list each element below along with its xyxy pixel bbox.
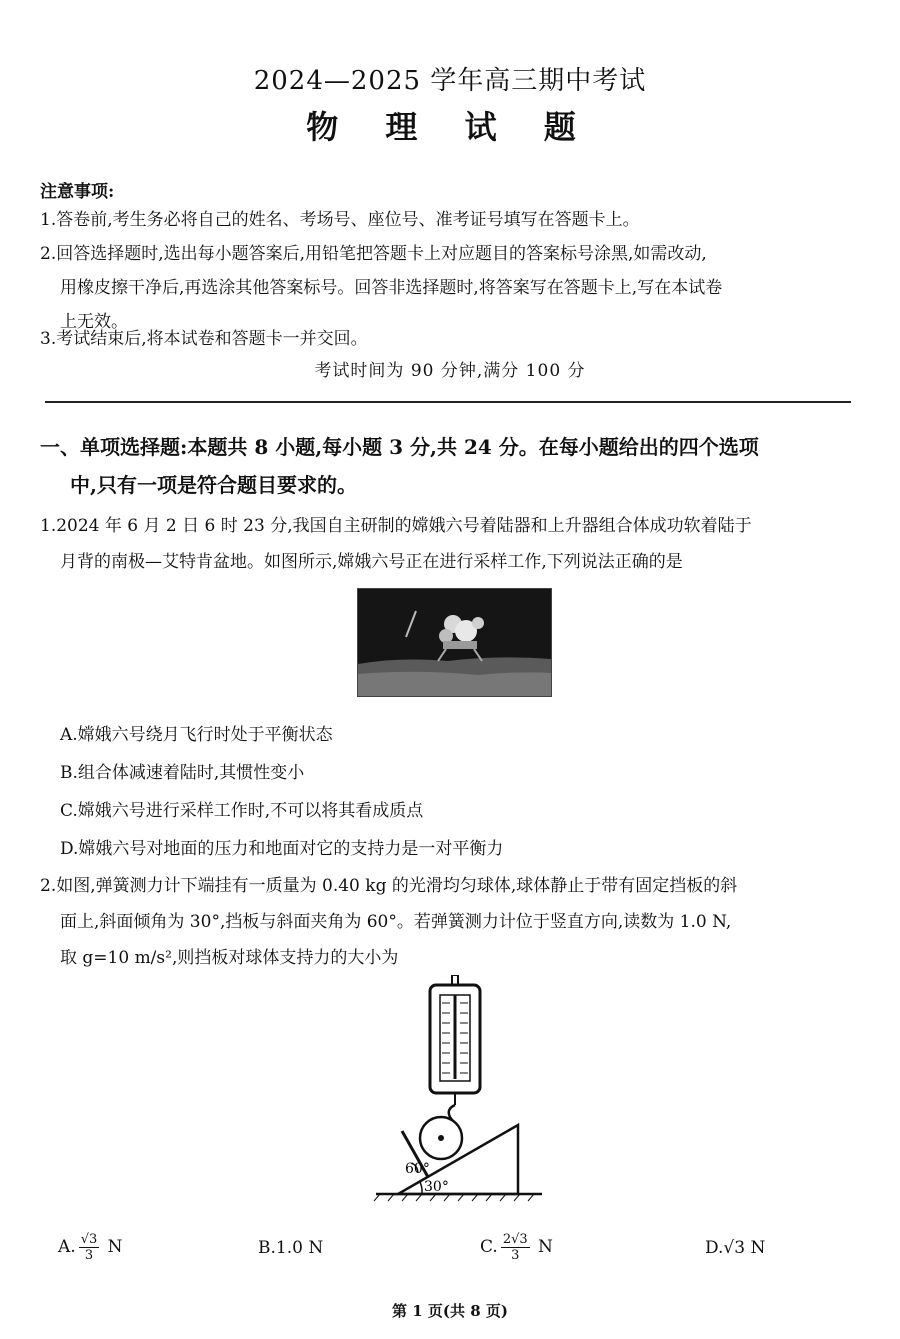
notice-heading: 注意事项: [40, 182, 115, 202]
question-2-option-d: D.√3 N [705, 1238, 766, 1258]
notice-item-3: 3.考试结束后,将本试卷和答题卡一并交回。 [40, 329, 368, 349]
exam-time: 考试时间为 90 分钟,满分 100 分 [314, 361, 586, 381]
question-1-line-2: 月背的南极—艾特肯盆地。如图所示,嫦娥六号正在进行采样工作,下列说法正确的是 [60, 552, 683, 572]
section-1-line-1: 一、单项选择题:本题共 8 小题,每小题 3 分,共 24 分。在每小题给出的四个选项 [40, 435, 759, 459]
question-2-options [0, 1232, 900, 1272]
question-2-diagram [360, 975, 550, 1205]
question-1-option-d: D.嫦娥六号对地面的压力和地面对它的支持力是一对平衡力 [60, 839, 504, 859]
question-1-option-b: B.组合体减速着陆时,其惯性变小 [60, 763, 305, 783]
subject-title: 物 理 试 题 [306, 108, 594, 146]
question-2-option-c [480, 1232, 553, 1263]
page-footer: 第 1 页(共 8 页) [392, 1302, 508, 1320]
option-a-prefix: A. [58, 1237, 76, 1257]
option-c-unit: N [538, 1237, 553, 1257]
question-1-option-c: C.嫦娥六号进行采样工作时,不可以将其看成质点 [60, 801, 424, 821]
notice-item-2-line-2: 用橡皮擦干净后,再选涂其他答案标号。回答非选择题时,将答案写在答题卡上,写在本试卷 [60, 278, 723, 298]
question-2-line-1: 2.如图,弹簧测力计下端挂有一质量为 0.40 kg 的光滑均匀球体,球体静止于带有固定挡板的斜 [40, 876, 738, 896]
option-a-fraction [79, 1232, 100, 1263]
option-c-fraction [501, 1232, 530, 1263]
notice-item-2-line-1: 2.回答选择题时,选出每小题答案后,用铅笔把答题卡上对应题目的答案标号涂黑,如需改动, [40, 244, 707, 264]
section-1-heading [40, 428, 860, 504]
section-divider [45, 401, 851, 403]
option-a-numerator: √3 [80, 1232, 98, 1247]
option-a-denominator: 3 [84, 1248, 94, 1263]
question-2-line-2: 面上,斜面倾角为 30°,挡板与斜面夹角为 60°。若弹簧测力计位于竖直方向,读数为 1.0 N, [60, 912, 732, 932]
notice-item-2-line-3: 上无效。 [60, 312, 128, 332]
option-c-denominator: 3 [511, 1248, 520, 1263]
angle-30-label: 30° [424, 1179, 449, 1195]
question-2-option-a [58, 1232, 123, 1263]
exam-title: 2024—2025 学年高三期中考试 [253, 66, 647, 96]
question-1-option-a: A.嫦娥六号绕月飞行时处于平衡状态 [60, 725, 333, 745]
question-1-photo [357, 588, 552, 697]
question-2-stem [40, 868, 860, 976]
section-1-line-2: 中,只有一项是符合题目要求的。 [70, 473, 357, 497]
option-c-numerator: 2√3 [502, 1232, 528, 1247]
question-2-line-3: 取 g=10 m/s²,则挡板对球体支持力的大小为 [60, 948, 399, 968]
angle-60-label: 60° [405, 1161, 430, 1177]
question-2-option-b: B.1.0 N [258, 1238, 324, 1258]
option-a-unit: N [107, 1237, 123, 1257]
option-c-prefix: C. [480, 1237, 498, 1257]
question-1-line-1: 1.2024 年 6 月 2 日 6 时 23 分,我国自主研制的嫦娥六号着陆器和上升器组合体成功软着陆于 [40, 516, 752, 536]
notice-item-1: 1.答卷前,考生务必将自己的姓名、考场号、座位号、准考证号填写在答题卡上。 [40, 210, 640, 230]
lander-photo-graphic [358, 589, 551, 696]
question-1-stem [40, 508, 860, 580]
